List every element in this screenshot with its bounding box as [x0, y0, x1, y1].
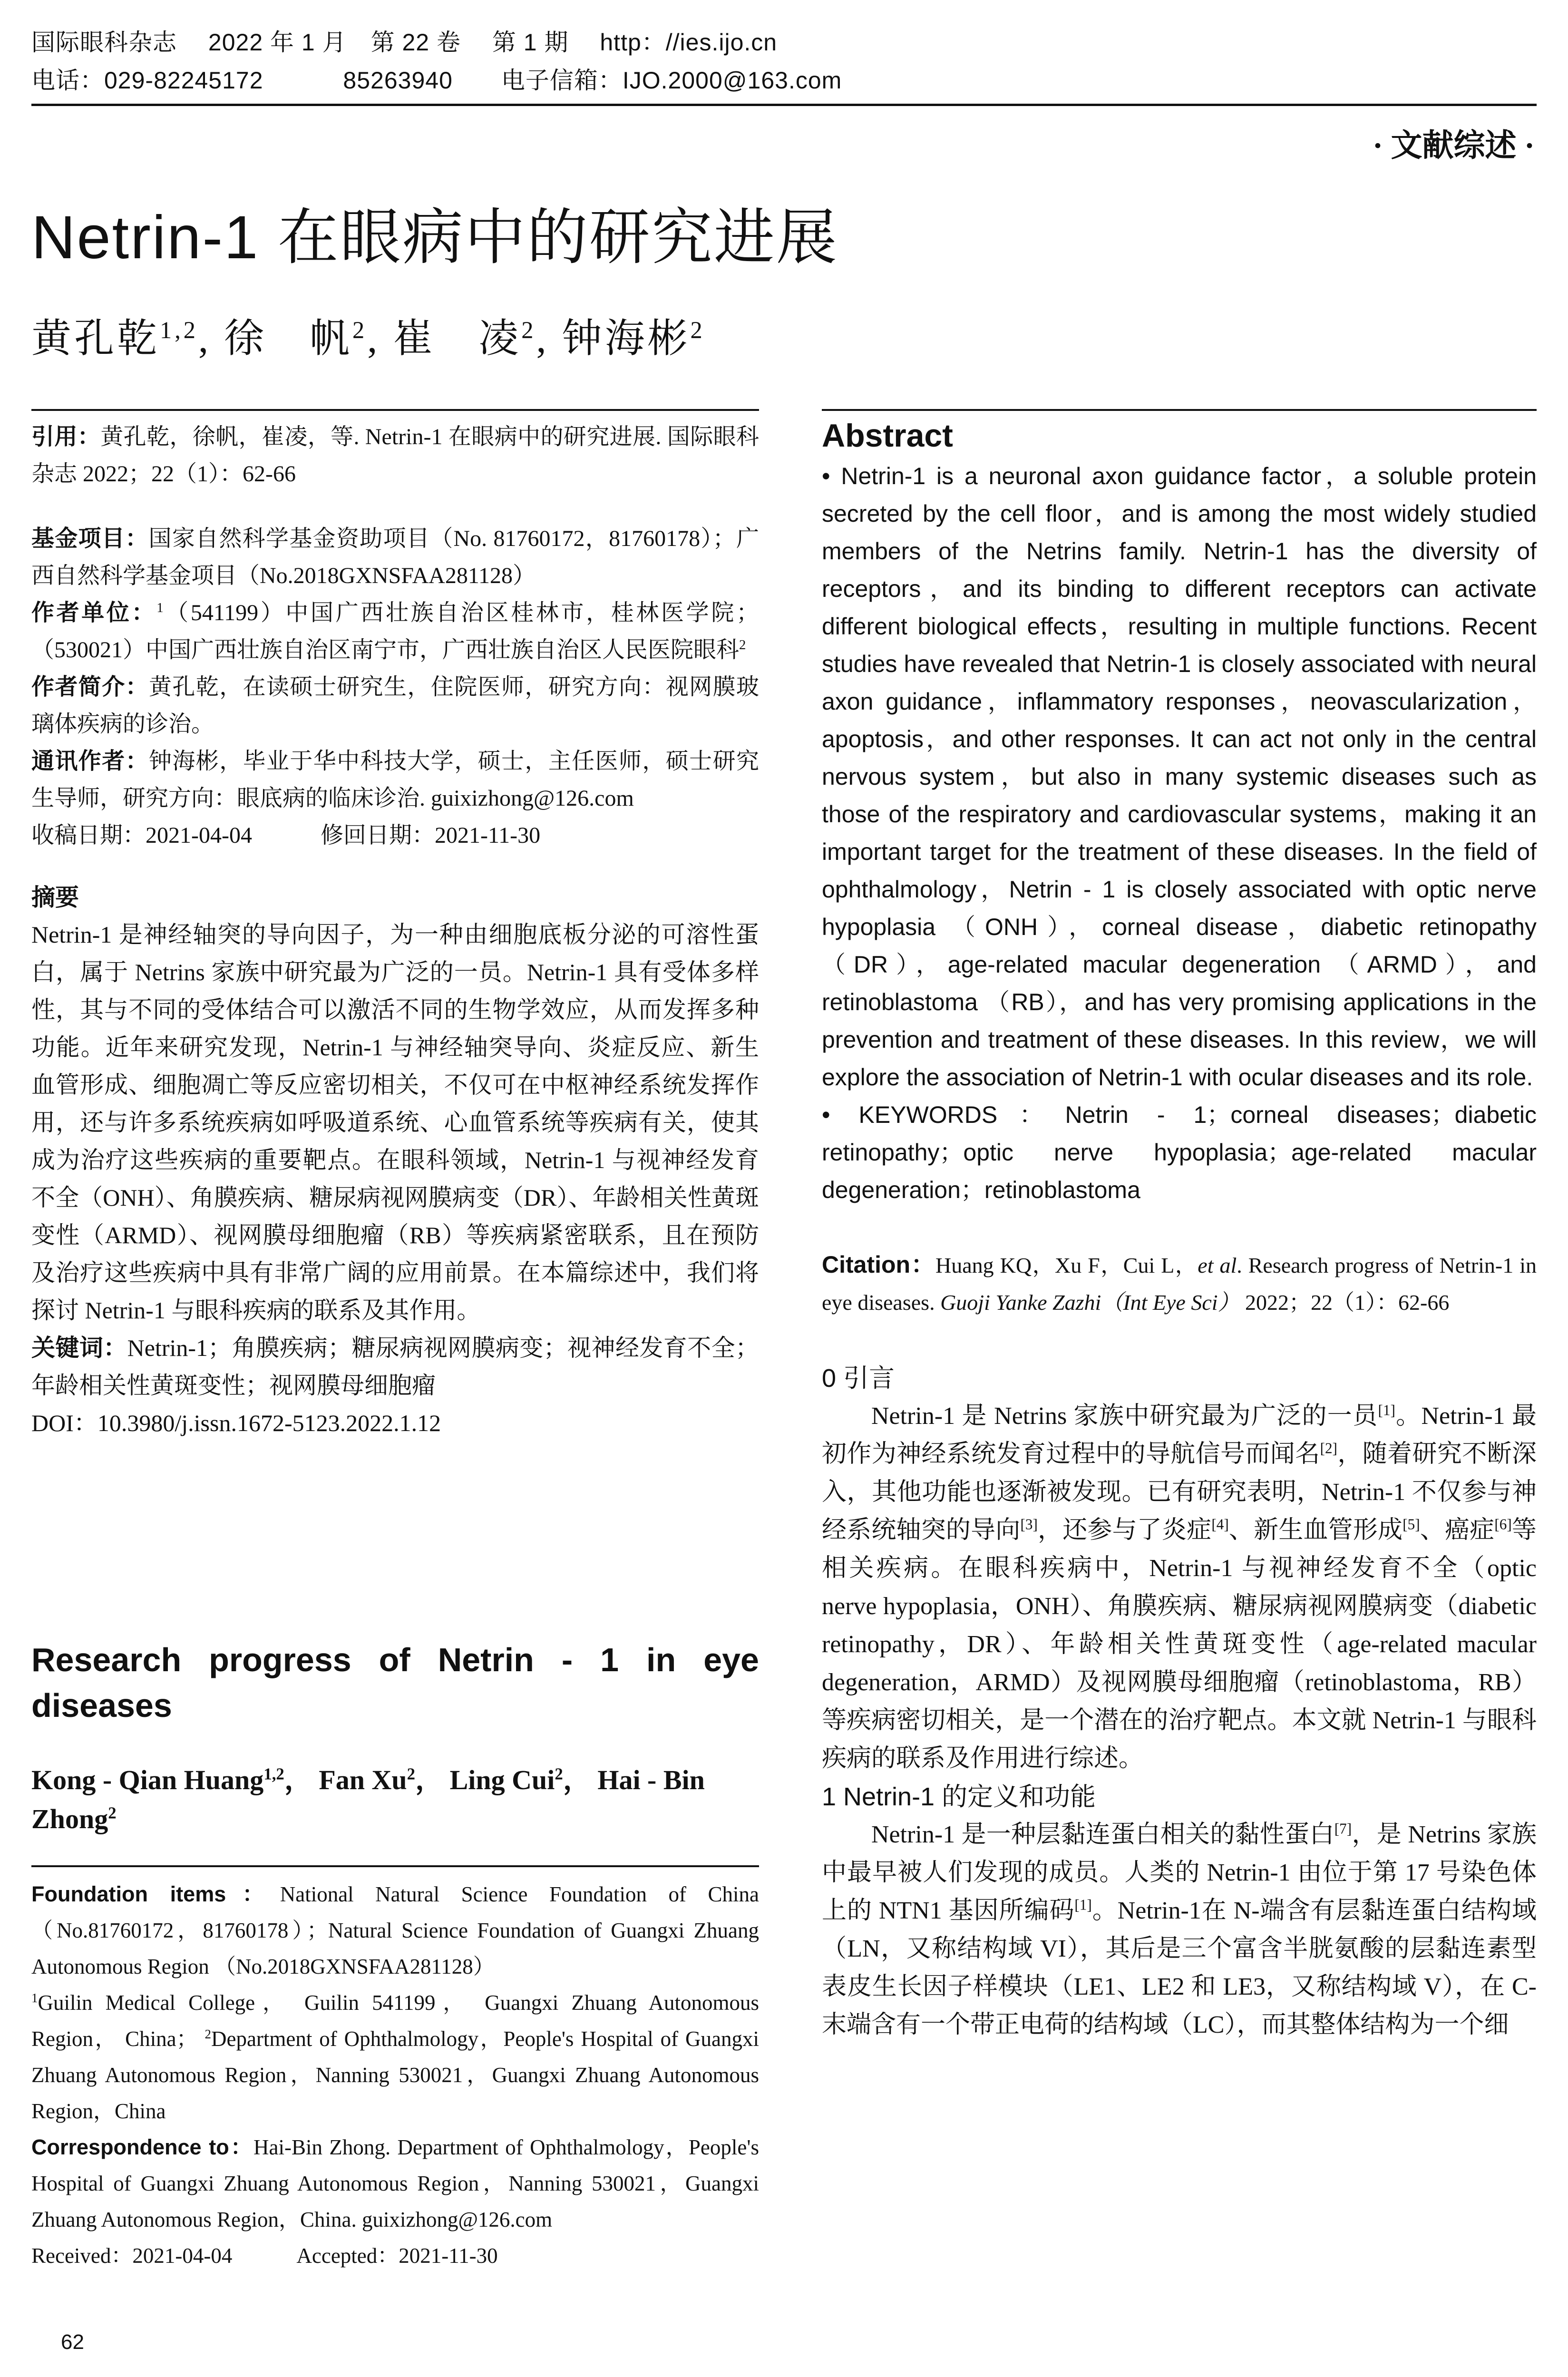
citation-en-authors: Huang KQ，Xu F，Cui L，: [935, 1253, 1198, 1277]
s1-text-2: ，是 Netrins 家族中最早被人们发现的成员。人类的 Netrin-1 由位于第 17 号染色体上的 NTN1 基因所编码: [822, 1821, 1537, 1924]
s1-text-1: Netrin-1 是一种层黏连蛋白相关的黏性蛋白: [871, 1821, 1334, 1848]
author-bio-cn-text: 黄孔乾，在读硕士研究生，住院医师，研究方向：视网膜玻璃体疾病的诊治。: [31, 674, 759, 737]
affiliation-cn-sup2: 2: [739, 637, 746, 653]
citation-cn-text: 黄孔乾，徐帆，崔凌，等. Netrin-1 在眼病中的研究进展. 国际眼科杂志 2022；22（1）：62-66: [31, 424, 759, 487]
intro-ref-2: [2]: [1320, 1440, 1337, 1457]
correspondence-en-text: Hai-Bin Zhong. Department of Ophthalmology，People's Hospital of Guangxi Zhuang Autonomous Region，Nanning 530021，Guangxi Zhuang Autonomous Region，China. guixizhong@126.com: [31, 2135, 760, 2231]
citation-cn-label: 引用：: [31, 424, 101, 449]
author-list: 黄孔乾$^{1,2}$, 徐 帆$^2$, 崔 凌$^2$, 钟海彬$^2$: [31, 317, 705, 361]
author-4-affil: 2: [690, 317, 705, 343]
english-author-4-affil: 2: [108, 1803, 117, 1822]
abstract-en-heading: Abstract: [822, 418, 953, 454]
citation-en: [822, 1246, 1537, 1321]
english-meta: [31, 1876, 759, 2274]
english-author-4: Hai - Bin Zhong: [31, 1764, 705, 1834]
abstract-en-bullet: •: [822, 463, 830, 489]
affiliation-en-1: Guilin Medical College， Guilin 541199， Guangxi Zhuang Autonomous Region， China；: [31, 1991, 759, 2051]
intro-heading: 0 引言: [822, 1364, 895, 1393]
intro-ref-1: [1]: [1378, 1402, 1395, 1419]
keywords-cn-label: 关键词：: [31, 1335, 127, 1361]
abstract-en: [822, 458, 1537, 1096]
keywords-cn-text: Netrin-1；角膜疾病；糖尿病视网膜病变；视神经发育不全；年龄相关性黄斑变性；视网膜母细胞瘤: [31, 1335, 760, 1399]
citation-en-etal: et al: [1198, 1253, 1237, 1277]
dates-cn: 收稿日期：2021-04-04 修回日期：2021-11-30: [31, 823, 541, 848]
section1-heading: 1 Netrin-1 的定义和功能: [822, 1783, 1096, 1811]
left-column-meta: [31, 419, 759, 1442]
citation-en-journal: Guoji Yanke Zazhi（Int Eye Sci）: [940, 1290, 1240, 1315]
doi: DOI：10.3980/j.issn.1672-5123.2022.1.12: [31, 1410, 441, 1436]
foundation-items: [31, 1876, 759, 1985]
affiliation-cn-text: （541199）中国广西壮族自治区桂林市，桂林医学院；（530021）中国广西壮族自治区南宁市，广西壮族自治区人民医院眼科: [31, 600, 759, 662]
affiliation-en-sup2: 2: [205, 2027, 211, 2041]
s1-ref-2: [1]: [1074, 1896, 1092, 1913]
english-author-2-affil: 2: [407, 1764, 416, 1783]
abstract-cn-text: Netrin-1 是神经轴突的导向因子，为一种由细胞底板分泌的可溶性蛋白，属于 Netrins 家族中研究最为广泛的一员。Netrin-1 具有受体多样性，其与不同的受体结合可以激活不同的生物学效应，从而发挥多种功能。近年来研究发现，Netrin-1 与神经轴突导向、炎症反应、新生血管形成、细胞凋亡等反应密切相关，不仅可在中枢神经系统发挥作用，还与许多系统疾病如呼吸道系统、心血管系统等疾病有关，使其成为治疗这些疾病的重要靶点。在眼科领域，Netrin-1 与视神经发育不全（ONH）、角膜疾病、糖尿病视网膜病变（DR）、年龄相关性黄斑变性（ARMD）、视网膜母细胞瘤（RB）等疾病紧密联系，且在预防及治疗这些疾病中具有非常广阔的应用前景。在本篇综述中，我们将探讨 Netrin-1 与眼科疾病的联系及其作用。: [31, 921, 759, 1324]
english-title: Research progress of Netrin - 1 in eye diseases: [31, 1641, 759, 1724]
author-3: 崔 凌: [393, 317, 522, 361]
author-4: 钟海彬: [562, 317, 691, 361]
author-2-affil: 2: [352, 317, 368, 343]
citation-en-label: Citation：: [822, 1251, 936, 1278]
english-meta-rule: [31, 1865, 759, 1867]
author-1-affil: 1,2: [160, 317, 199, 343]
intro-text-4: ，还参与了炎症: [1037, 1517, 1212, 1544]
page-number: 62: [61, 2330, 84, 2354]
s1-ref-1: [7]: [1334, 1820, 1352, 1837]
intro-text-2: 。Netrin-1 最初作为神经系统发育过程中的导航信号而闻名: [822, 1403, 1537, 1468]
affiliation-en-2: Department of Ophthalmology，People's Hospital of Guangxi Zhuang Autonomous Region，Nanning 530021，Guangxi Zhuang Autonomous Region，China: [31, 2027, 760, 2123]
author-3-affil: 2: [521, 317, 536, 343]
correspondence-cn-label: 通讯作者：: [31, 749, 149, 774]
intro-text-7: 等相关疾病。在眼科疾病中，Netrin-1 与视神经发育不全（optic nerve hypoplasia，ONH）、角膜疾病、糖尿病视网膜病变（diabetic retinopathy，DR）、年龄相关性黄斑变性（age-related macular degeneration，ARMD）及视网膜母细胞瘤（retinoblastoma，RB）等疾病密切相关，是一个潜在的治疗靶点。本文就 Netrin-1 与眼科疾病的联系及作用进行综述。: [822, 1517, 1537, 1772]
author-bio-cn: [31, 669, 759, 743]
english-author-1: Kong - Qian Huang: [31, 1764, 264, 1795]
affiliation-en-sup1: 1: [31, 1991, 38, 2005]
intro-text-3: ，随着研究不断深入，其他功能也逐渐被发现。已有研究表明，Netrin-1 不仅参与神经系统轴突的导向: [822, 1441, 1537, 1544]
affiliations-en: [31, 1985, 759, 2129]
intro-paragraph: [822, 1397, 1537, 1778]
keywords-en: [822, 1096, 1537, 1209]
foundation-items-text: National Natural Science Foundation of China （No.81760172，81760178）；Natural Science Foundation of Guangxi Zhuang Autonomous Region （No.2018GXNSFAA281128）: [31, 1882, 759, 1978]
english-author-3-affil: 2: [555, 1764, 563, 1783]
english-author-1-affil: 1,2: [263, 1764, 284, 1783]
section1-paragraph: [822, 1816, 1537, 2044]
page-title: Netrin-1 在眼病中的研究进展: [31, 204, 838, 272]
affiliation-cn-label: 作者单位：: [31, 600, 157, 625]
keywords-en-text: Netrin - 1；corneal diseases；diabetic retinopathy；optic nerve hypoplasia；age-related macular degeneration；retinoblastoma: [822, 1101, 1537, 1203]
correspondence-en-label: Correspondence to：: [31, 2135, 253, 2159]
citation-en-volume: 2022；22（1）：62-66: [1239, 1290, 1450, 1315]
english-author-2: Fan Xu: [319, 1764, 407, 1795]
keywords-en-bullet: •: [822, 1101, 830, 1128]
citation-en-title: . Research progress of Netrin-1 in eye diseases.: [822, 1253, 1537, 1315]
correspondence-cn-text: 钟海彬，毕业于华中科技大学，硕士，主任医师，硕士研究生导师，研究方向：眼底病的临床诊治. guixizhong@126.com: [31, 749, 759, 811]
affiliation-cn-sup1: 1: [156, 600, 164, 615]
intro-ref-3: [3]: [1020, 1516, 1038, 1533]
received-accepted: Received：2021-04-04 Accepted：2021-11-30: [31, 2244, 498, 2268]
journal-header-line1: 国际眼科杂志 2022 年 1 月 第 22 卷 第 1 期 http：//ies.ijo.cn: [31, 29, 778, 56]
author-2: 徐 帆: [224, 317, 353, 361]
correspondence-en: [31, 2129, 759, 2238]
citation-cn: [31, 419, 759, 493]
section-tag: · 文献综述 ·: [1372, 128, 1535, 163]
english-author-list: Kong - Qian Huang$^{1,2}$， Fan Xu$^2$， Ling Cui$^2$， Hai - Bin Zhong$^2$: [31, 1764, 705, 1834]
intro-text-1: Netrin-1 是 Netrins 家族中研究最为广泛的一员: [871, 1403, 1378, 1430]
keywords-cn: [31, 1329, 759, 1404]
left-column-top-rule: [31, 409, 759, 411]
author-1: 黄孔乾: [31, 317, 160, 361]
right-column-top-rule: [822, 409, 1537, 411]
keywords-en-label: KEYWORDS：: [858, 1101, 1065, 1128]
right-column: [822, 414, 1537, 2044]
english-author-3: Ling Cui: [449, 1764, 555, 1795]
funding-cn-text: 国家自然科学基金资助项目（No. 81760172，81760178）；广西自然科学基金项目（No.2018GXNSFAA281128）: [31, 526, 759, 588]
abstract-cn-heading: 摘要: [31, 884, 79, 911]
author-bio-cn-label: 作者简介：: [31, 674, 149, 700]
funding-cn-label: 基金项目：: [31, 526, 149, 551]
intro-ref-4: [4]: [1211, 1516, 1229, 1533]
correspondence-cn: [31, 743, 759, 817]
foundation-items-label: Foundation items：: [31, 1882, 280, 1906]
intro-ref-5: [5]: [1402, 1516, 1420, 1533]
intro-text-6: 、癌症: [1420, 1517, 1495, 1544]
funding-cn: [31, 520, 759, 594]
affiliation-cn: [31, 594, 759, 669]
s1-text-3: 。Netrin-1在 N-端含有层黏连蛋白结构域（LN，又称结构域 VI），其后是三个富含半胱氨酸的层黏连素型表皮生长因子样模块（LE1、LE2 和 LE3，又称结构域 V），在 C-末端含有一个带正电荷的结构域（LC），而其整体结构为一个细: [822, 1897, 1537, 2038]
intro-ref-6: [6]: [1494, 1516, 1512, 1533]
journal-header-line2: 电话：029-82245172 85263940 电子信箱：IJO.2000@163.com: [31, 67, 842, 94]
abstract-en-text: Netrin-1 is a neuronal axon guidance factor，a soluble protein secreted by the cell floor，and is among the most widely studied members of the Netrins family. Netrin-1 has the diversity of receptors，and its binding to different receptors can activate different biological effects，resulting in multiple functions. Recent studies have revealed that Netrin-1 is closely associated with neural axon guidance，inflammatory responses，neovascularization，apoptosis，and other responses. It can act not only in the central nervous system，but also in many systemic diseases such as those of the respiratory and cardiovascular systems，making it an important target for the treatment of these diseases. In the field of ophthalmology，Netrin - 1 is closely associated with optic nerve hypoplasia （ONH），corneal disease，diabetic retinopathy （DR），age-related macular degeneration （ARMD），and retinoblastoma （RB），and has very promising applications in the prevention and treatment of these diseases. In this review，we will explore the association of Netrin-1 with ocular diseases and its role.: [822, 463, 1537, 1091]
header-rule: [31, 104, 1537, 106]
intro-text-5: 、新生血管形成: [1228, 1517, 1403, 1544]
